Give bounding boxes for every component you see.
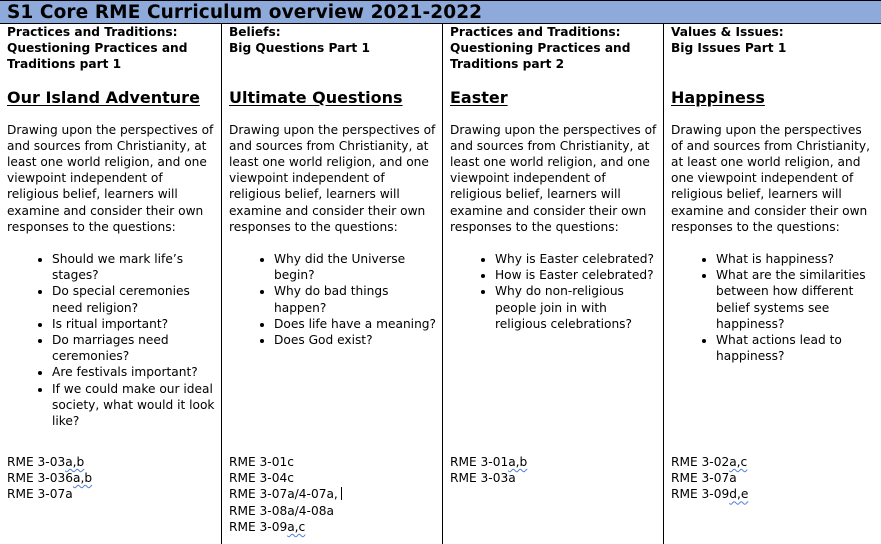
curriculum-column-2 [221, 24, 442, 544]
unit-title: Happiness [671, 87, 765, 107]
question-item: • If we could make our ideal society, what would it look like? [52, 381, 217, 430]
text-cursor [341, 487, 342, 500]
outcome-codes [7, 454, 92, 503]
question-item: • Do special ceremonies need religion? [52, 283, 217, 315]
question-item: • How is Easter celebrated? [495, 267, 659, 283]
curriculum-column-3 [442, 24, 663, 544]
heading-line: Questioning Practices and [450, 41, 631, 56]
outcome-code: RME 3-04c [229, 471, 294, 486]
outcome-code: RME 3-07a [671, 471, 737, 486]
outcome-code: RME 3-08a/4-08a [229, 503, 334, 518]
unit-title: Our Island Adventure [7, 87, 200, 107]
question-item: • What actions lead to happiness? [716, 332, 877, 364]
outcome-code: RME 3-09a,c [229, 519, 306, 534]
title-banner [0, 0, 881, 24]
question-item: • Do marriages need ceremonies? [52, 332, 217, 364]
unit-intro: Drawing upon the perspectives of and sources from Christianity, at least one world religion, and one viewpoint independent of religious belief, learners will examine and consider their own responses to the questions: [450, 122, 657, 234]
outcome-codes [450, 454, 527, 486]
heading-line: Traditions part 2 [450, 57, 565, 72]
heading-line: Practices and Traditions: [7, 25, 178, 39]
outcome-code: RME 3-03a,b [7, 455, 85, 469]
question-item: • Why is Easter celebrated? [495, 251, 659, 267]
question-item: • What are the similarities between how different belief systems see happiness? [716, 267, 877, 332]
question-item: • Is ritual important? [52, 316, 217, 332]
column-heading [7, 24, 217, 73]
question-item: • Should we mark life’s stages? [52, 251, 217, 283]
question-item: • Does God exist? [274, 332, 438, 348]
heading-line: Beliefs: [229, 25, 281, 39]
column-heading [671, 24, 877, 73]
column-heading [450, 24, 659, 73]
question-item: • Why do non-religious people join in with religious celebrations? [495, 283, 659, 332]
outcome-code: RME 3-036a,b [7, 471, 93, 486]
unit-intro: Drawing upon the perspectives of and sources from Christianity, at least one world religion, and one viewpoint independent of religious belief, learners will examine and consider their own responses to the questions: [7, 122, 214, 234]
document-title: S1 Core RME Curriculum overview 2021-2022 [7, 2, 483, 23]
outcome-codes [671, 454, 748, 503]
heading-line: Values & Issues: [671, 25, 784, 39]
question-list [229, 251, 438, 348]
question-item: • Does life have a meaning? [274, 316, 438, 332]
unit-title: Ultimate Questions [229, 87, 403, 107]
curriculum-column-1 [0, 24, 221, 544]
outcome-codes [229, 454, 342, 535]
question-item: • Are festivals important? [52, 364, 217, 380]
question-item: • What is happiness? [716, 251, 877, 267]
heading-line: Practices and Traditions: [450, 25, 621, 39]
outcome-code: RME 3-01c [229, 455, 294, 469]
heading-line: Questioning Practices and [7, 41, 188, 56]
question-list [7, 251, 217, 429]
heading-line: Traditions part 1 [7, 57, 122, 72]
outcome-code: RME 3-09d,e [671, 487, 749, 502]
outcome-code: RME 3-07a [7, 487, 73, 502]
outcome-code: RME 3-02a,c [671, 455, 748, 469]
outcome-code: RME 3-01a,b [450, 455, 528, 469]
column-heading [229, 24, 438, 73]
heading-line: Big Issues Part 1 [671, 41, 787, 56]
unit-intro: Drawing upon the perspectives of and sources from Christianity, at least one world religion, and one viewpoint independent of religious belief, learners will examine and consider their own responses to the questions: [229, 122, 436, 234]
unit-title: Easter [450, 87, 508, 107]
outcome-code[interactable]: RME 3-07a/4-07a, [229, 486, 342, 502]
question-list [450, 251, 659, 332]
question-list [671, 251, 877, 364]
heading-line: Big Questions Part 1 [229, 41, 370, 56]
question-item: • Why did the Universe begin? [274, 251, 438, 283]
unit-intro: Drawing upon the perspectives of and sources from Christianity, at least one world religion, and one viewpoint independent of religious belief, learners will examine and consider their own responses to the questions: [671, 122, 870, 234]
question-item: • Why do bad things happen? [274, 283, 438, 315]
curriculum-column-4 [663, 24, 881, 544]
outcome-code: RME 3-03a [450, 471, 516, 486]
